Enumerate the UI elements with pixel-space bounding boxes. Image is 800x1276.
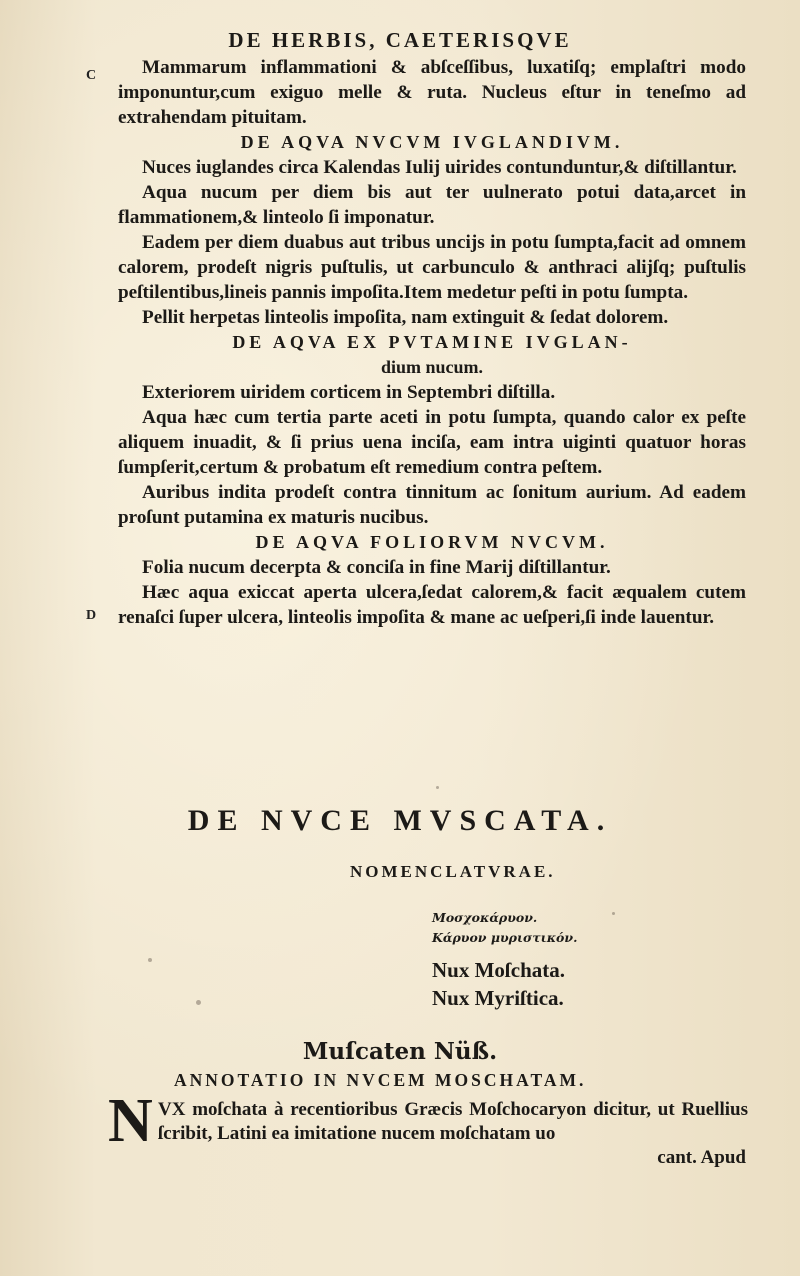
ink-speck: [196, 1000, 201, 1005]
paragraph: Hæc aqua exiccat aperta ulcera,ſedat calorem,& facit æqualem cutem renaſci ſuper ulcera, linteolis impoſita & mane ac ueſperi,ſi inde lauentur.: [118, 582, 746, 628]
main-text-column: [118, 55, 746, 630]
latin-name: Nux Moſchata.: [432, 958, 565, 982]
section-subheading: dium nucum.: [380, 357, 484, 377]
greek-name: Κάρυον μυριστικόν.: [432, 930, 578, 945]
nomenclature-label: NOMENCLATVRAE.: [350, 862, 556, 881]
drop-cap: N: [108, 1087, 153, 1155]
section-heading: DE AQVA NVCVM IVGLANDIVM.: [240, 132, 624, 152]
paragraph: Nuces iuglandes circa Kalendas Iulij uirides contunduntur,& diſtillantur.: [142, 157, 737, 178]
paragraph: Auribus indita prodeſt contra tinnitum ac ſonitum aurium. Ad eadem proſunt putamina ex maturis nucibus.: [118, 482, 746, 528]
paragraph: Aqua hæc cum tertia parte aceti in potu ſumpta, quando calor ex peſte aliquem inuadit, & ſi prius uena inciſa, eam intra uiginti quatuor horas ſumpſerit,certum & probatum eſt remedium contra peſtem.: [118, 407, 746, 478]
annotation-paragraph-tail: cant. Apud: [657, 1147, 746, 1168]
ink-speck: [436, 786, 439, 789]
german-name: Muſcaten Nüß.: [302, 1038, 498, 1065]
annotation-heading: ANNOTATIO IN NVCEM MOSCHATAM.: [174, 1070, 587, 1090]
latin-name: Nux Myriſtica.: [432, 986, 564, 1010]
section-heading: DE AQVA EX PVTAMINE IVGLAN-: [232, 332, 632, 352]
greek-name: Μοσχοκάρυον.: [432, 910, 538, 925]
annotation-paragraph: VX moſchata à recentioribus Græcis Moſchocaryon dicitur, ut Ruellius ſcribit, Latini ea imitatione nucem moſchatam uo: [158, 1099, 748, 1144]
paragraph: Folia nucum decerpta & conciſa in fine Marij diſtillantur.: [142, 557, 611, 578]
paragraph: Pellit herpetas linteolis impoſita, nam extinguit & ſedat dolorem.: [142, 307, 669, 328]
ink-speck: [612, 912, 615, 915]
paragraph: Eadem per diem duabus aut tribus uncijs in potu ſumpta,facit ad omnem calorem, prodeſt nigris puſtulis, ut carbunculo & anthraci alijſq; puſtulis peſtilentibus,lineis pannis impoſita.Item medetur peſti in potu ſumpta.: [118, 232, 746, 303]
paragraph: Mammarum inflammationi & abſceſſibus, luxatiſq; emplaſtri modo imponuntur,cum exiguo melle & ruta. Nucleus eſtur in teneſmo ad extrahendam pituitam.: [118, 57, 746, 128]
ink-speck: [148, 958, 152, 962]
paragraph: Aqua nucum per diem bis aut ter uulnerato potui data,arcet in flammationem,& linteolo ſi imponatur.: [118, 182, 746, 228]
section-heading: DE AQVA FOLIORVM NVCVM.: [255, 532, 609, 552]
margin-letter-c: C: [86, 68, 97, 83]
chapter-title: DE NVCE MVSCATA.: [187, 804, 613, 837]
margin-letter-d: D: [86, 608, 97, 623]
paragraph: Exteriorem uiridem corticem in Septembri diſtilla.: [142, 382, 556, 403]
running-header: DE HERBIS, CAETERISQVE: [228, 28, 572, 52]
